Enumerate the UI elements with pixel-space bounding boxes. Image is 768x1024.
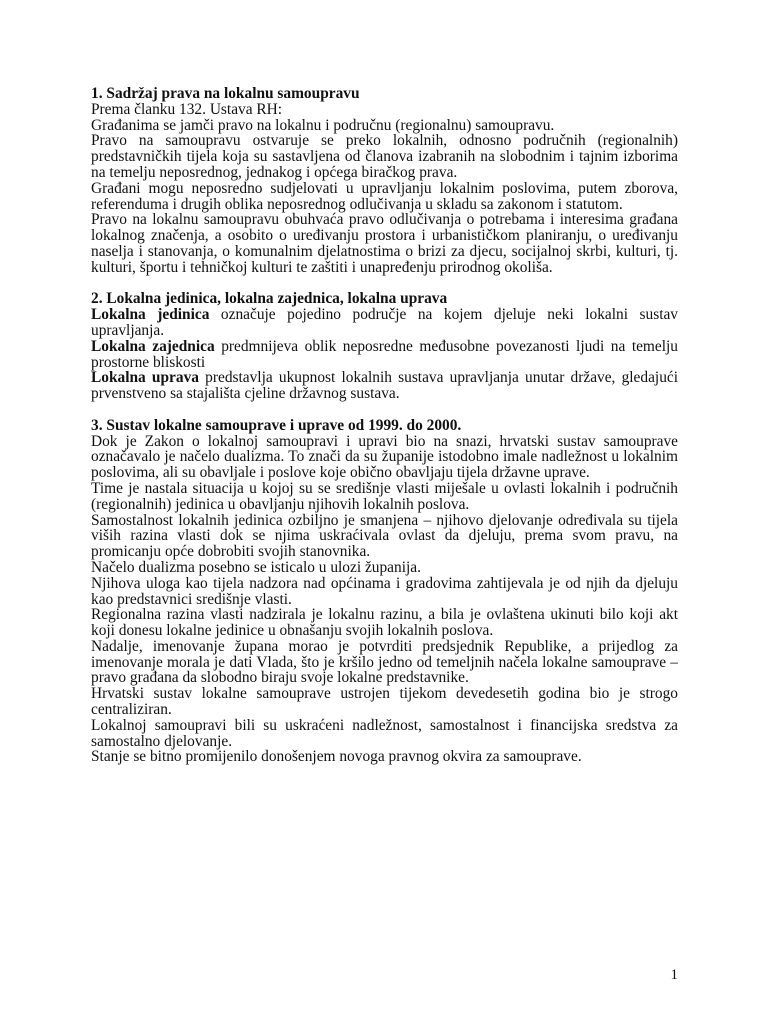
section-2 bbox=[91, 291, 678, 402]
paragraph: Stanje se bitno promijenilo donošenjem novoga pravnog okvira za samouprave. bbox=[91, 748, 582, 766]
definition-text: označuje pojedino područje na kojem djeluje neki lokalni sustav upravljanja. bbox=[91, 306, 678, 339]
paragraph: Prema članku 132. Ustava RH: bbox=[91, 100, 283, 118]
definition-term: Lokalna uprava bbox=[91, 369, 199, 387]
definition-paragraph bbox=[91, 339, 678, 371]
paragraph: Time je nastala situacija u kojoj su se središnje vlasti miješale u ovlasti lokalnih i područnih (regionalnih) jedinica u obavljanju njihovih lokalnih poslova. bbox=[91, 479, 678, 513]
section-heading: 2. Lokalna jedinica, lokalna zajednica, lokalna uprava bbox=[91, 290, 448, 308]
definition-text: predstavlja ukupnost lokalnih sustava upravljanja unutar države, gledajući prvenstveno sa stajališta cjeline državnog sustava. bbox=[91, 369, 678, 403]
section-1 bbox=[91, 86, 678, 276]
paragraph: Pravo na lokalnu samoupravu obuhvaća pravo odlučivanja o potrebama i interesima građana lokalnog značenja, a osobito o uređivanju prostora i urbanističkom planiranju, o uređivanju naselja i stanovanja, o komunalnim djelatnostima o brizi za djecu, socijalnoj skrbi, kulturi, tj. kulturi, športu i tehničkoj kulturi te zaštiti i unapređenju prirodnog okoliša. bbox=[91, 211, 678, 276]
paragraph: Samostalnost lokalnih jedinica ozbiljno je smanjena – njihovo djelovanje određivala su tijela viših razina vlasti dok se njima uskraćivala ovlast da djeluju, prema svom pravu, na promicanju opće dobrobiti svojih stanovnika. bbox=[91, 511, 678, 561]
paragraph: Regionalna razina vlasti nadzirala je lokalnu razinu, a bila je ovlaštena ukinuti bilo koji akt koji donesu lokalne jedinice u obnašanju svojih lokalnih poslova. bbox=[91, 606, 678, 640]
paragraph: Načelo dualizma posebno se isticalo u ulozi županija. bbox=[91, 558, 421, 576]
definition-term: Lokalna jedinica bbox=[91, 306, 210, 324]
paragraph: Nadalje, imenovanje župana morao je potvrditi predsjednik Republike, a prijedlog za imenovanje morala je dati Vlada, što je kršilo jedno od temeljnih načela lokalne samouprave – pravo građana da slobodno biraju svoje lokalne predstavnike. bbox=[91, 637, 678, 687]
definition-paragraph bbox=[91, 370, 678, 402]
paragraph: Građanima se jamči pravo na lokalnu i područnu (regionalnu) samoupravu. bbox=[91, 116, 555, 134]
paragraph: Lokalnoj samoupravi bili su uskraćeni nadležnost, samostalnost i financijska sredstva za samostalno djelovanje. bbox=[91, 716, 678, 750]
definition-paragraph bbox=[91, 307, 678, 339]
section-heading: 3. Sustav lokalne samouprave i uprave od 1999. do 2000. bbox=[91, 416, 462, 434]
paragraph: Dok je Zakon o lokalnoj samoupravi i upravi bio na snazi, hrvatski sustav samouprave označavalo je načelo dualizma. To znači da su županije istodobno imale nadležnost u lokalnim poslovima, ali su obavljale i poslove koje obično obavljaju tijela državne uprave. bbox=[91, 432, 678, 482]
paragraph: Pravo na samoupravu ostvaruje se preko lokalnih, odnosno područnih (regionalnih) predstavničkih tijela koja su sastavljena od članova izabranih na slobodnim i tajnim izborima na temelju neposrednog, jednakog i općega biračkog prava. bbox=[91, 132, 678, 181]
section-heading: 1. Sadržaj prava na lokalnu samoupravu bbox=[91, 85, 360, 102]
definition-term: Lokalna zajednica bbox=[91, 337, 215, 355]
paragraph: Njihova uloga kao tijela nadzora nad općinama i gradovima zahtijevala je od njih da djeluju kao predstavnici središnje vlasti. bbox=[91, 574, 678, 608]
definition-text: predmnijeva oblik neposredne međusobne povezanosti ljudi na temelju prostorne bliskosti bbox=[91, 337, 678, 371]
paragraph: Građani mogu neposredno sudjelovati u upravljanju lokalnim poslovima, putem zborova, referenduma i drugih oblika neposrednog odlučivanja u skladu sa zakonom i statutom. bbox=[91, 179, 678, 213]
section-3 bbox=[91, 418, 678, 766]
page-number: 1 bbox=[670, 967, 678, 983]
paragraph: Hrvatski sustav lokalne samouprave ustrojen tijekom devedesetih godina bio je strogo centraliziran. bbox=[91, 685, 678, 719]
